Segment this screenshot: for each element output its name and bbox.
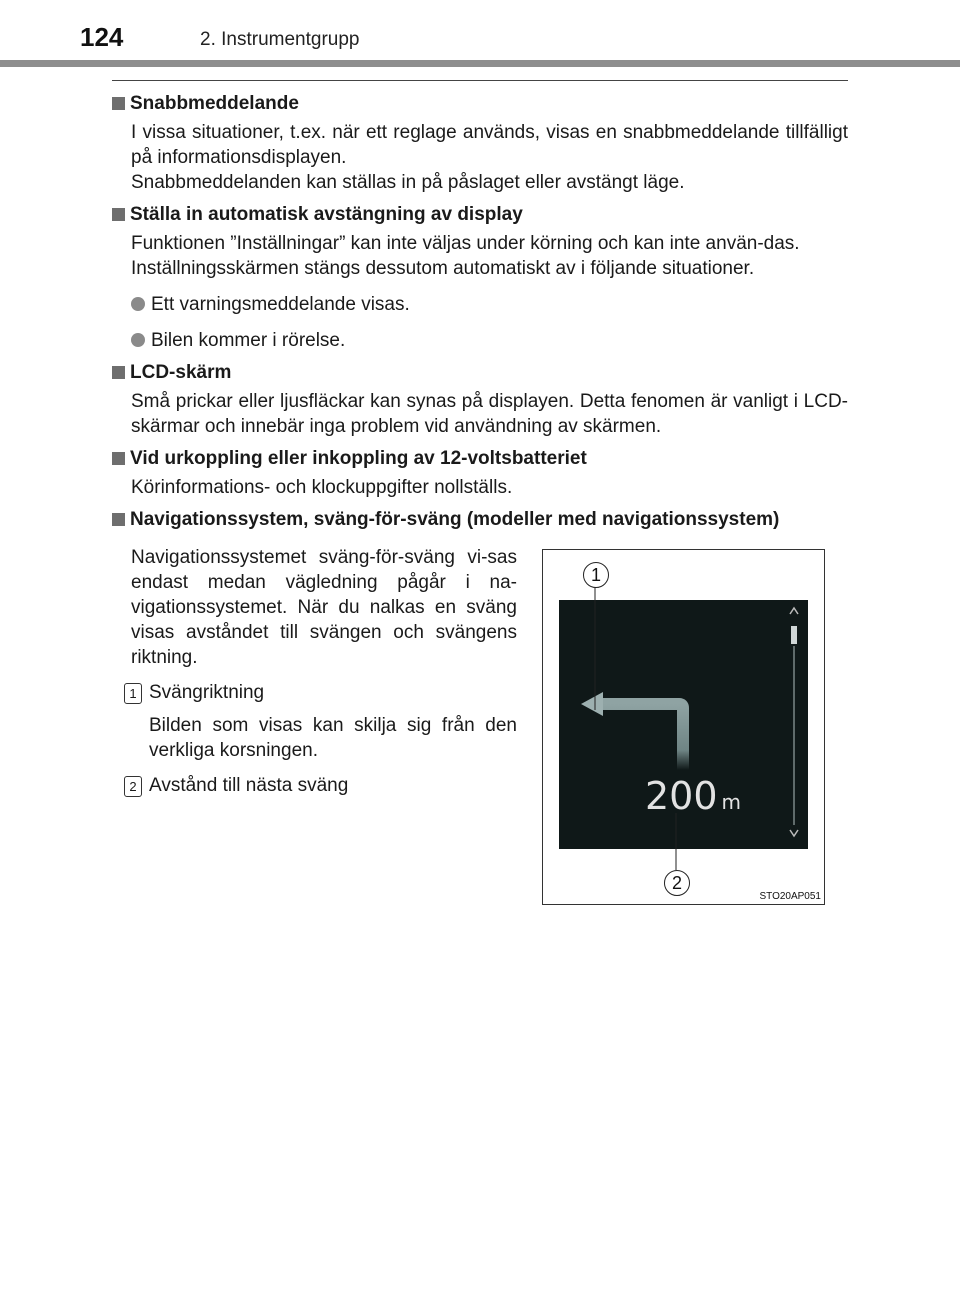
navigation-text (131, 545, 517, 798)
item-label: Svängriktning (149, 682, 265, 703)
paragraph: Funktionen ”Inställningar” kan inte väljas under körning och kan inte använ-das. (131, 233, 800, 254)
list-item: Bilen kommer i rörelse. (131, 328, 848, 353)
top-rule (112, 80, 848, 81)
section-heading: Snabbmeddelande (112, 91, 848, 116)
list-item (131, 680, 517, 763)
chapter-title: 2. Instrumentgrupp (200, 29, 360, 50)
circle-bullet-icon (131, 333, 145, 347)
square-bullet-icon (112, 513, 125, 526)
square-bullet-icon (112, 366, 125, 379)
square-bullet-icon (112, 208, 125, 221)
paragraph: Körinformations- och klockuppgifter nollställs. (131, 477, 513, 498)
section-battery (112, 446, 848, 500)
section-navigation (112, 507, 848, 532)
item-description: Bilden som visas kan skilja sig från den verkliga korsningen. (149, 715, 517, 761)
square-bullet-icon (112, 97, 125, 110)
paragraph: I vissa situationer, t.ex. när ett reglage används, visas en snabbmeddelande tillfälligt på informationsdisplayen. (131, 122, 848, 168)
callout-leaders (543, 550, 824, 904)
callout-1: 1 (583, 562, 609, 588)
square-bullet-icon (112, 452, 125, 465)
number-badge: 1 (124, 683, 142, 704)
list-item (131, 773, 517, 798)
section-auto-off (112, 202, 848, 353)
number-badge: 2 (124, 776, 142, 797)
content (112, 91, 848, 539)
page-number: 124 (80, 22, 124, 52)
section-snabbmeddelande (112, 91, 848, 195)
section-lcd (112, 360, 848, 439)
callout-2: 2 (664, 870, 690, 896)
distance-readout: 200 m (645, 774, 742, 818)
paragraph: Små prickar eller ljusfläckar kan synas på displayen. Detta fenomen är vanligt i LCD-skärmar och innebär inga problem vid användning av skärmen. (131, 391, 848, 437)
item-label: Avstånd till nästa sväng (149, 775, 349, 796)
figure-code: STO20AP051 (759, 891, 821, 902)
navigation-figure (542, 549, 825, 905)
paragraph: Inställningsskärmen stängs dessutom automatiskt av i följande situationer. (131, 258, 755, 279)
section-heading: Navigationssystem, sväng-för-sväng (modeller med navigationssystem) (112, 507, 848, 532)
paragraph: Snabbmeddelanden kan ställas in på påslaget eller avstängt läge. (131, 172, 685, 193)
section-heading: Vid urkoppling eller inkoppling av 12-voltsbatteriet (112, 446, 848, 471)
paragraph: Navigationssystemet sväng-för-sväng vi-sas endast medan vägledning pågår i na-vigationssystemet. När du nalkas en sväng visas avståndet till svängen och svängens riktning. (131, 547, 517, 668)
list-item: Ett varningsmeddelande visas. (131, 292, 848, 317)
section-heading: LCD-skärm (112, 360, 848, 385)
circle-bullet-icon (131, 297, 145, 311)
section-heading: Ställa in automatisk avstängning av display (112, 202, 848, 227)
header-band (0, 60, 960, 67)
